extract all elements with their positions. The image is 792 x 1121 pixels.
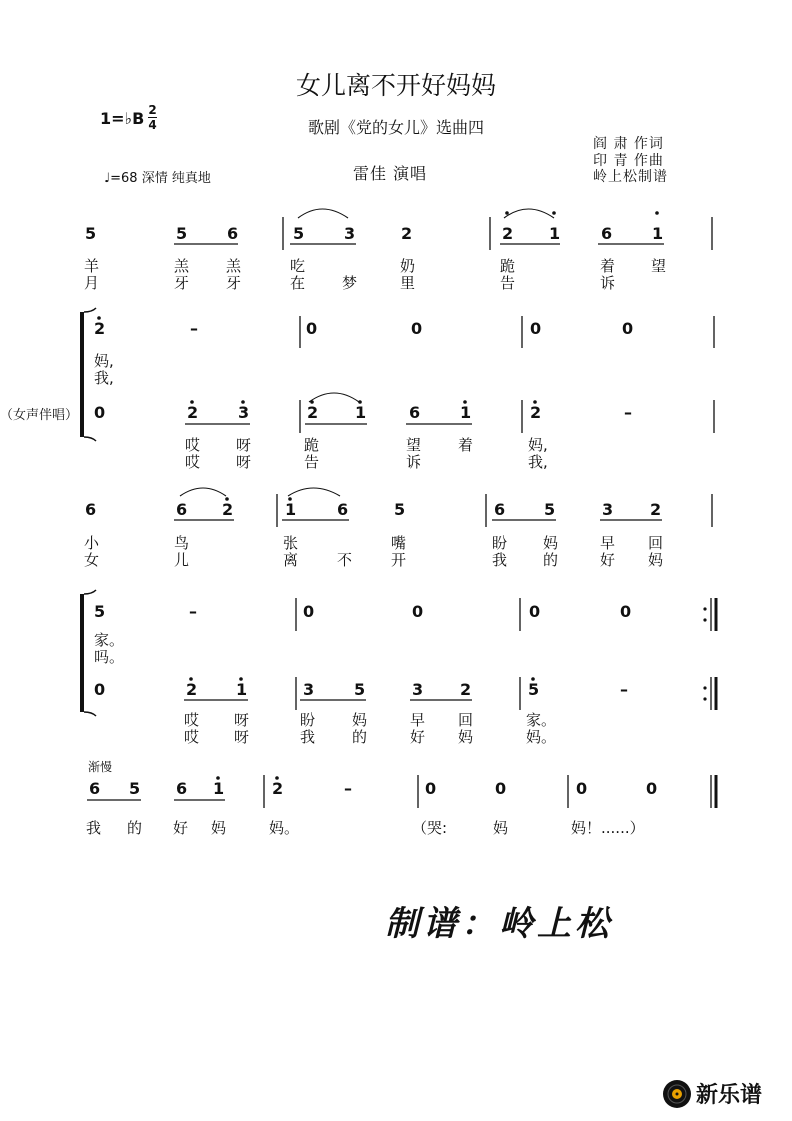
lyric-syllable: 妈: [458, 728, 474, 746]
jianpu-note: 2: [272, 779, 284, 798]
jianpu-note: 3: [344, 224, 356, 243]
jianpu-note: 6: [227, 224, 239, 243]
jianpu-note: 5: [293, 224, 305, 243]
lyric-syllable: 妈: [211, 819, 227, 837]
jianpu-note: 5: [394, 500, 406, 519]
jianpu-note: 6: [176, 779, 188, 798]
lyric-syllable: 盼: [300, 711, 316, 729]
lyric-syllable: 小: [84, 534, 100, 552]
lyric-syllable: 张: [283, 534, 299, 552]
lyric-syllable: 在: [290, 274, 306, 292]
jianpu-note: 0: [622, 319, 634, 338]
barlines: [264, 217, 714, 808]
lyric-syllable: 开: [391, 551, 407, 569]
lyric-syllable: 鸟: [174, 534, 190, 552]
lyric-syllable: 妈。: [526, 728, 557, 746]
jianpu-note: 0: [411, 319, 423, 338]
lyric-syllable: 的: [352, 728, 368, 746]
jianpu-note: 2: [186, 680, 198, 699]
jianpu-note: –: [189, 602, 197, 621]
lyric-syllable: 梦: [342, 274, 358, 292]
jianpu-note: 1: [652, 224, 664, 243]
lyric-syllable: 牙: [174, 274, 190, 292]
lyric-syllable: 我,: [94, 369, 114, 387]
jianpu-note: –: [624, 403, 632, 422]
jianpu-note: 0: [306, 319, 318, 338]
logo-text: 新乐谱: [696, 1083, 763, 1108]
jianpu-note: 1: [236, 680, 248, 699]
jianpu-note: 3: [602, 500, 614, 519]
jianpu-note: 6: [89, 779, 101, 798]
jianpu-note: 0: [303, 602, 315, 621]
lyric-syllable: 呀: [234, 711, 250, 729]
engraver-credit: 岭上松制谱: [593, 169, 668, 185]
jianpu-note: 2: [530, 403, 542, 422]
repeat-barlines: [703, 598, 716, 808]
jianpu-note: 6: [337, 500, 349, 519]
lyricist-credit: 阎 肃 作词: [593, 136, 664, 152]
lyric-syllable: 不: [337, 551, 353, 569]
lyric-syllable: 妈,: [94, 352, 114, 370]
handwritten-signature: 制谱：岭上松: [385, 904, 613, 944]
lyric-syllable: 妈。: [269, 819, 300, 837]
jianpu-note: 2: [94, 319, 106, 338]
jianpu-note: 6: [601, 224, 613, 243]
jianpu-note: 0: [425, 779, 437, 798]
meter-bottom: 4: [148, 118, 157, 132]
lyric-syllable: 家。: [526, 711, 557, 729]
lyric-syllable: 告: [304, 453, 320, 471]
jianpu-note: 6: [409, 403, 421, 422]
lyric-syllable: 妈,: [528, 436, 548, 454]
lyric-syllable: 羔: [174, 257, 190, 275]
lyric-syllable: 呀: [236, 436, 252, 454]
jianpu-note: 3: [238, 403, 250, 422]
lyric-syllable: 我: [86, 819, 102, 837]
lyric-syllable: 我: [300, 728, 316, 746]
lyric-syllable: 告: [500, 274, 516, 292]
jianpu-note: 2: [222, 500, 234, 519]
jianpu-note: 5: [354, 680, 366, 699]
lyric-syllable: 诉: [600, 274, 616, 292]
lyric-syllable: 着: [600, 257, 616, 275]
jianpu-note: 6: [494, 500, 506, 519]
lyric-syllable: 奶: [400, 257, 416, 275]
jianpu-note: 2: [307, 403, 319, 422]
lyric-syllable: 吃: [290, 257, 306, 275]
jianpu-note: 2: [650, 500, 662, 519]
jianpu-note: 2: [187, 403, 199, 422]
song-title: 女儿离不开好妈妈: [295, 71, 496, 100]
jianpu-note: 1: [213, 779, 225, 798]
lyric-syllable: 早: [410, 711, 426, 729]
lyric-syllable: 儿: [174, 551, 190, 569]
lyric-syllable: 我,: [528, 453, 548, 471]
site-logo: [662, 1078, 762, 1109]
lyric-syllable: 呀: [236, 453, 252, 471]
jianpu-note: 5: [85, 224, 97, 243]
jianpu-note: 0: [620, 602, 632, 621]
meter-top: 2: [148, 103, 157, 117]
lyric-syllable: 回: [458, 711, 474, 729]
lyric-syllable: 哎: [185, 453, 201, 471]
lyric-syllable: 望: [651, 257, 667, 275]
jianpu-note: –: [344, 779, 352, 798]
jianpu-note: 5: [129, 779, 141, 798]
jianpu-note: 2: [502, 224, 514, 243]
lyric-syllable: 回: [648, 534, 664, 552]
lyric-syllable: 妈: [352, 711, 368, 729]
lyric-syllable: 望: [406, 436, 422, 454]
jianpu-note: 0: [530, 319, 542, 338]
jianpu-note: 3: [303, 680, 315, 699]
singer-credit: 雷佳 演唱: [352, 164, 428, 183]
lyric-syllable: 呀: [234, 728, 250, 746]
lyric-syllable: 好: [600, 551, 616, 569]
composer-credit: 印 青 作曲: [593, 153, 664, 169]
lyric-syllable: 好: [173, 819, 189, 837]
lyric-syllable: 牙: [226, 274, 242, 292]
song-subtitle: 歌剧《党的女儿》选曲四: [307, 118, 484, 137]
beam-lines: [87, 244, 667, 800]
lyric-syllable: 羊: [84, 257, 100, 275]
jianpu-note: 0: [94, 403, 106, 422]
lyric-syllable: 羔: [226, 257, 242, 275]
jianpu-note: 6: [85, 500, 97, 519]
lyric-syllable: 我: [492, 551, 508, 569]
jianpu-note: 0: [646, 779, 658, 798]
lyric-syllable: 妈: [543, 534, 559, 552]
jianpu-note: –: [190, 319, 198, 338]
jianpu-note: –: [620, 680, 628, 699]
jianpu-note: 1: [460, 403, 472, 422]
jianpu-note: 5: [528, 680, 540, 699]
tempo-marking: ♩=68 深情 纯真地: [104, 171, 211, 186]
lyric-syllable: 嘴: [391, 534, 407, 552]
lyric-syllable: （哭:: [412, 819, 448, 837]
lyric-syllable: 妈: [493, 819, 509, 837]
lyric-syllable: 月: [84, 274, 100, 292]
jianpu-note: 5: [176, 224, 188, 243]
key-signature: 1=♭B: [100, 109, 145, 128]
jianpu-note: 3: [412, 680, 424, 699]
jianpu-note: 5: [544, 500, 556, 519]
jianpu-note: 2: [401, 224, 413, 243]
lyric-syllable: 哎: [184, 728, 200, 746]
lyric-syllable: 吗。: [94, 648, 125, 666]
lyric-syllable: 里: [400, 274, 416, 292]
lyric-syllable: 早: [600, 534, 616, 552]
jianpu-note: 5: [94, 602, 106, 621]
lyric-syllable: 女: [84, 551, 100, 569]
accompaniment-label: （女声伴唱）: [0, 408, 79, 423]
jianpu-note: 0: [94, 680, 106, 699]
vinyl-record-icon: [662, 1079, 692, 1109]
lyric-syllable: 好: [410, 728, 426, 746]
lyric-syllable: 家。: [94, 631, 125, 649]
lyric-syllable: 妈！......）: [571, 819, 645, 837]
jianpu-note: 6: [176, 500, 188, 519]
jianpu-note: 2: [460, 680, 472, 699]
lyric-syllable: 离: [283, 551, 299, 569]
lyric-syllable: 妈: [648, 551, 664, 569]
lyric-syllable: 哎: [184, 711, 200, 729]
jianpu-note: 1: [285, 500, 297, 519]
lyric-syllable: 哎: [185, 436, 201, 454]
jianpu-note: 1: [549, 224, 561, 243]
jianpu-note: 0: [576, 779, 588, 798]
jianpu-note: 0: [529, 602, 541, 621]
lyric-syllable: 跪: [304, 436, 320, 454]
lyric-syllable: 着: [458, 436, 474, 454]
jianpu-note: 0: [412, 602, 424, 621]
lyric-syllable: 的: [127, 819, 143, 837]
lyric-syllable: 跪: [500, 257, 516, 275]
tempo-slowing-label: 渐慢: [88, 760, 113, 774]
lyric-syllable: 诉: [406, 453, 422, 471]
lyric-syllable: 的: [543, 551, 559, 569]
jianpu-note: 0: [495, 779, 507, 798]
jianpu-note: 1: [355, 403, 367, 422]
lyric-syllable: 盼: [492, 534, 508, 552]
